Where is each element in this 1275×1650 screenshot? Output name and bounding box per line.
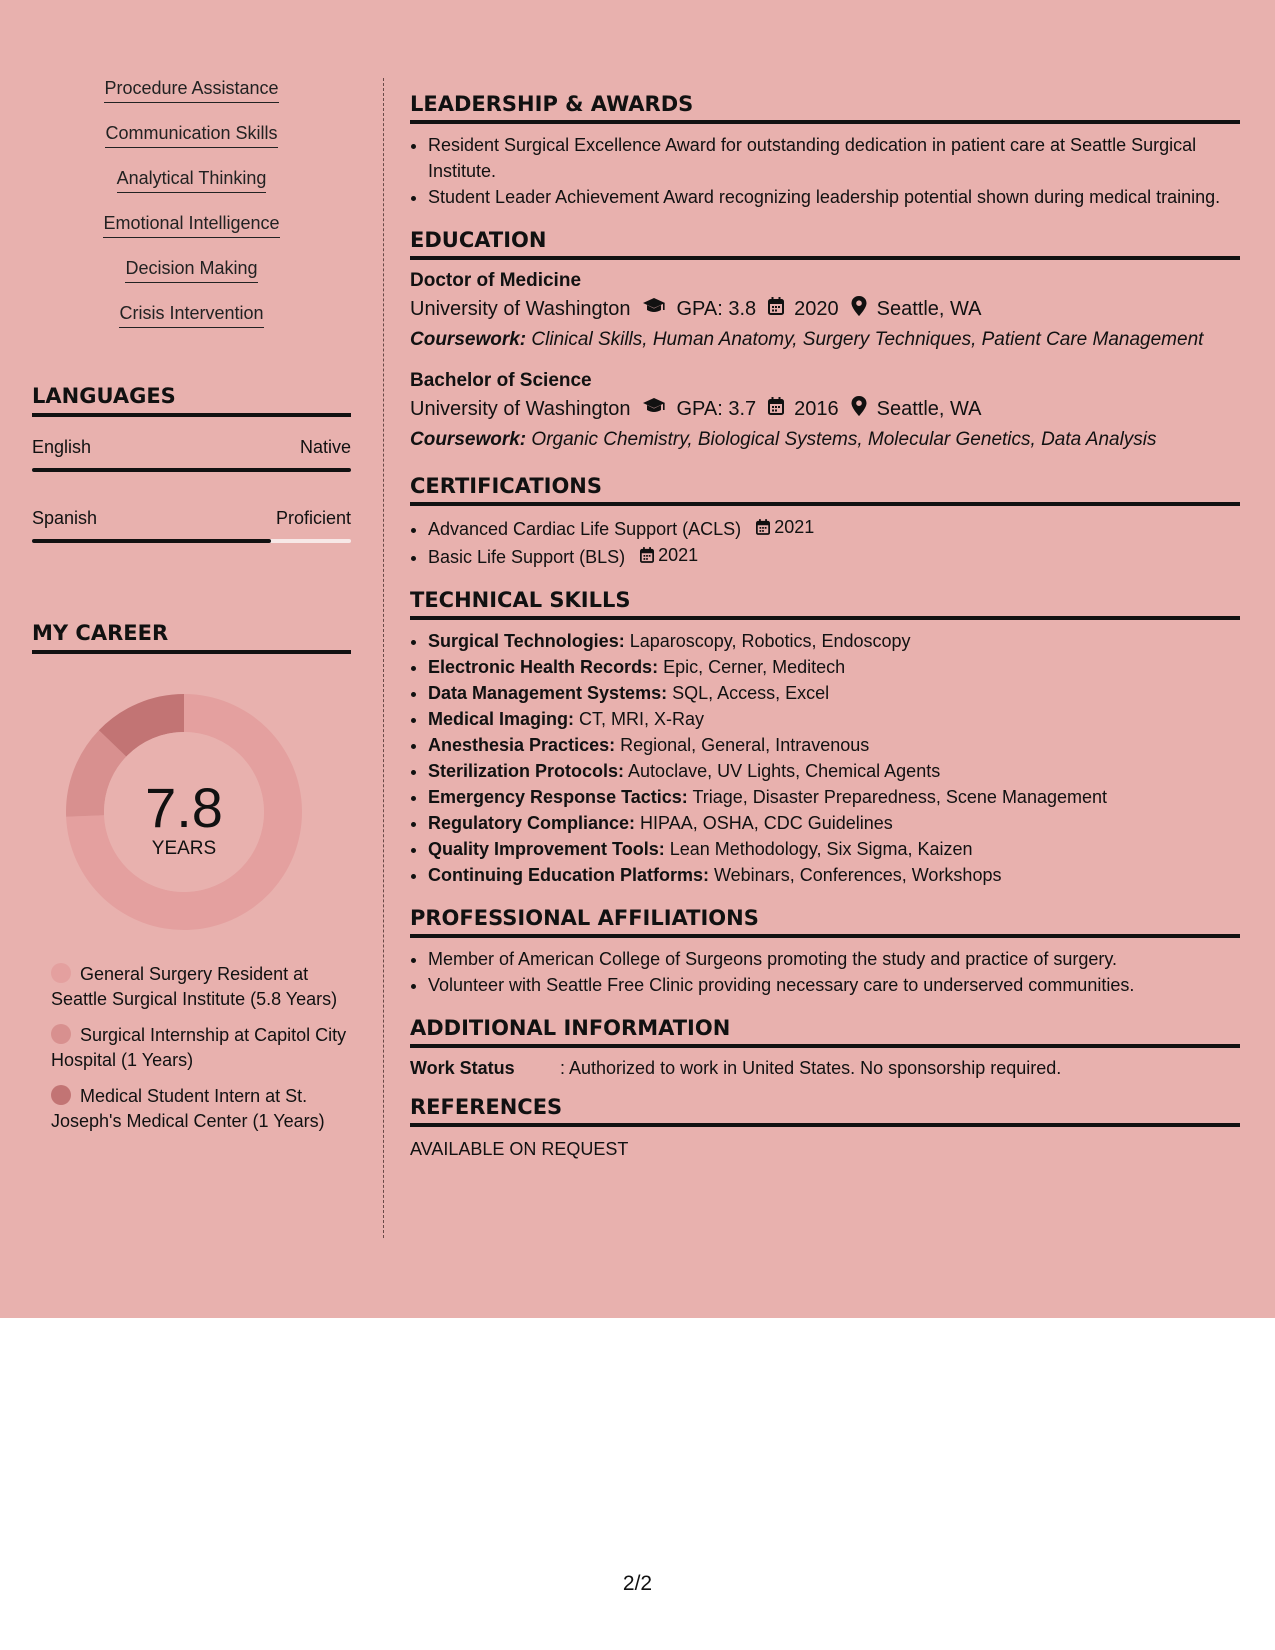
certification-item (428, 542, 1240, 570)
work-status-label: Work Status (410, 1058, 515, 1078)
language-bar (32, 468, 351, 472)
award-item: • Resident Surgical Excellence Award for outstanding dedication in patient care at Seattle Surgical Institute. (428, 132, 1240, 184)
language-level: Native (299, 437, 351, 457)
career-legend-item (51, 1023, 351, 1072)
award-item: • Student Leader Achievement Award recognizing leadership potential shown during medical training. (428, 184, 1240, 210)
degree-title: Doctor of Medicine (410, 270, 582, 291)
technical-skill-item: • Electronic Health Records: Epic, Cerner, Meditech (428, 654, 1240, 680)
career-legend-label: Surgical Internship at Capitol City Hospital (1 Years) (51, 1025, 347, 1070)
main-column (410, 92, 1240, 1170)
languages-section (32, 384, 351, 543)
technical-skill-item: • Sterilization Protocols: Autoclave, UV Lights, Chemical Agents (428, 758, 1240, 784)
coursework-text: Organic Chemistry, Biological Systems, Molecular Genetics, Data Analysis (526, 429, 1157, 450)
technical-skills-heading: TECHNICAL SKILLS (410, 588, 1240, 620)
gpa: GPA: 3.7 (676, 397, 757, 420)
career-heading: MY CAREER (32, 621, 351, 654)
skill-link[interactable]: Crisis Intervention (119, 303, 263, 328)
technical-skill-item: • Medical Imaging: CT, MRI, X-Ray (428, 706, 1240, 732)
career-legend-label: General Surgery Resident at Seattle Surgical Institute (5.8 Years) (51, 964, 338, 1009)
coursework (410, 328, 1240, 352)
location-pin-icon (851, 396, 867, 422)
technical-skill-item: • Emergency Response Tactics: Triage, Disaster Preparedness, Scene Management (428, 784, 1240, 810)
language-name: English (32, 437, 92, 457)
graduation-cap-icon (642, 297, 666, 321)
technical-skill-item: • Anesthesia Practices: Regional, General, Intravenous (428, 732, 1240, 758)
career-total-years: 7.8 (145, 776, 223, 839)
leadership-heading: LEADERSHIP & AWARDS (410, 92, 1240, 124)
technical-skill-item: • Surgical Technologies: Laparoscopy, Robotics, Endoscopy (428, 628, 1240, 654)
legend-dot-icon (51, 963, 71, 983)
education-entry (410, 270, 1240, 352)
certification-name: Advanced Cardiac Life Support (ACLS) (428, 519, 742, 539)
degree-title: Bachelor of Science (410, 370, 592, 391)
graduation-year: 2016 (794, 397, 839, 420)
certification-item (428, 514, 1240, 542)
skill-link[interactable]: Analytical Thinking (117, 168, 267, 193)
coursework-label: Coursework: (410, 429, 527, 450)
education-heading: EDUCATION (410, 228, 1240, 260)
legend-dot-icon (51, 1024, 71, 1044)
languages-heading: LANGUAGES (32, 384, 351, 417)
certifications-section (410, 474, 1240, 570)
additional-info-heading: ADDITIONAL INFORMATION (410, 1016, 1240, 1048)
skill-link[interactable]: Communication Skills (105, 123, 277, 148)
graduation-cap-icon (642, 397, 666, 421)
technical-skills-section (410, 588, 1240, 888)
graduation-year: 2020 (794, 297, 839, 320)
certification-year: 2021 (774, 517, 815, 537)
career-legend (32, 962, 351, 1133)
skills-list (32, 78, 351, 348)
coursework-text: Clinical Skills, Human Anatomy, Surgery Techniques, Patient Care Management (526, 329, 1204, 350)
coursework-label: Coursework: (410, 329, 527, 350)
school-name: University of Washington (410, 297, 631, 320)
school-location: Seattle, WA (876, 397, 982, 420)
calendar-icon (640, 547, 654, 563)
language-row (32, 437, 351, 458)
language-bar-fill (32, 468, 351, 472)
technical-skill-item: • Continuing Education Platforms: Webinars, Conferences, Workshops (428, 862, 1240, 888)
skill-link[interactable]: Emotional Intelligence (103, 213, 279, 238)
language-name: Spanish (32, 508, 98, 528)
education-entry (410, 370, 1240, 452)
career-section (32, 621, 351, 1133)
references-text: AVAILABLE ON REQUEST (410, 1139, 629, 1159)
references-heading: REFERENCES (410, 1095, 1240, 1127)
calendar-icon (768, 297, 784, 321)
additional-info-section (410, 1016, 1240, 1079)
sidebar (32, 78, 351, 1145)
career-donut-chart (64, 692, 304, 932)
certification-year: 2021 (658, 545, 699, 565)
references-section (410, 1095, 1240, 1160)
leadership-section (410, 92, 1240, 210)
career-unit-label: YEARS (151, 838, 217, 859)
technical-skill-item: • Quality Improvement Tools: Lean Methodology, Six Sigma, Kaizen (428, 836, 1240, 862)
page-number: 2/2 (622, 1572, 653, 1595)
language-level: Proficient (275, 508, 351, 528)
affiliation-item: • Member of American College of Surgeons promoting the study and practice of surgery. (428, 946, 1240, 972)
calendar-icon (768, 397, 784, 421)
career-legend-item (51, 1084, 351, 1133)
affiliation-item: • Volunteer with Seattle Free Clinic providing necessary care to underserved communities. (428, 972, 1240, 998)
language-bar-fill (32, 539, 271, 543)
technical-skill-item: • Data Management Systems: SQL, Access, Excel (428, 680, 1240, 706)
calendar-icon (756, 519, 770, 535)
gpa: GPA: 3.8 (676, 297, 757, 320)
certification-name: Basic Life Support (BLS) (428, 547, 626, 567)
coursework (410, 428, 1240, 452)
affiliations-section (410, 906, 1240, 998)
school-name: University of Washington (410, 397, 631, 420)
location-pin-icon (851, 296, 867, 322)
technical-skill-item: • Regulatory Compliance: HIPAA, OSHA, CDC Guidelines (428, 810, 1240, 836)
column-divider (383, 78, 384, 1238)
school-location: Seattle, WA (876, 297, 982, 320)
skill-link[interactable]: Procedure Assistance (104, 78, 278, 103)
language-bar (32, 539, 351, 543)
career-legend-item (51, 962, 351, 1011)
certifications-heading: CERTIFICATIONS (410, 474, 1240, 506)
affiliations-heading: PROFESSIONAL AFFILIATIONS (410, 906, 1240, 938)
work-status-value: : Authorized to work in United States. No sponsorship required. (560, 1058, 1062, 1078)
skill-link[interactable]: Decision Making (125, 258, 257, 283)
career-legend-label: Medical Student Intern at St. Joseph's Medical Center (1 Years) (51, 1086, 325, 1131)
legend-dot-icon (51, 1085, 71, 1105)
language-row (32, 508, 351, 529)
education-section (410, 228, 1240, 452)
